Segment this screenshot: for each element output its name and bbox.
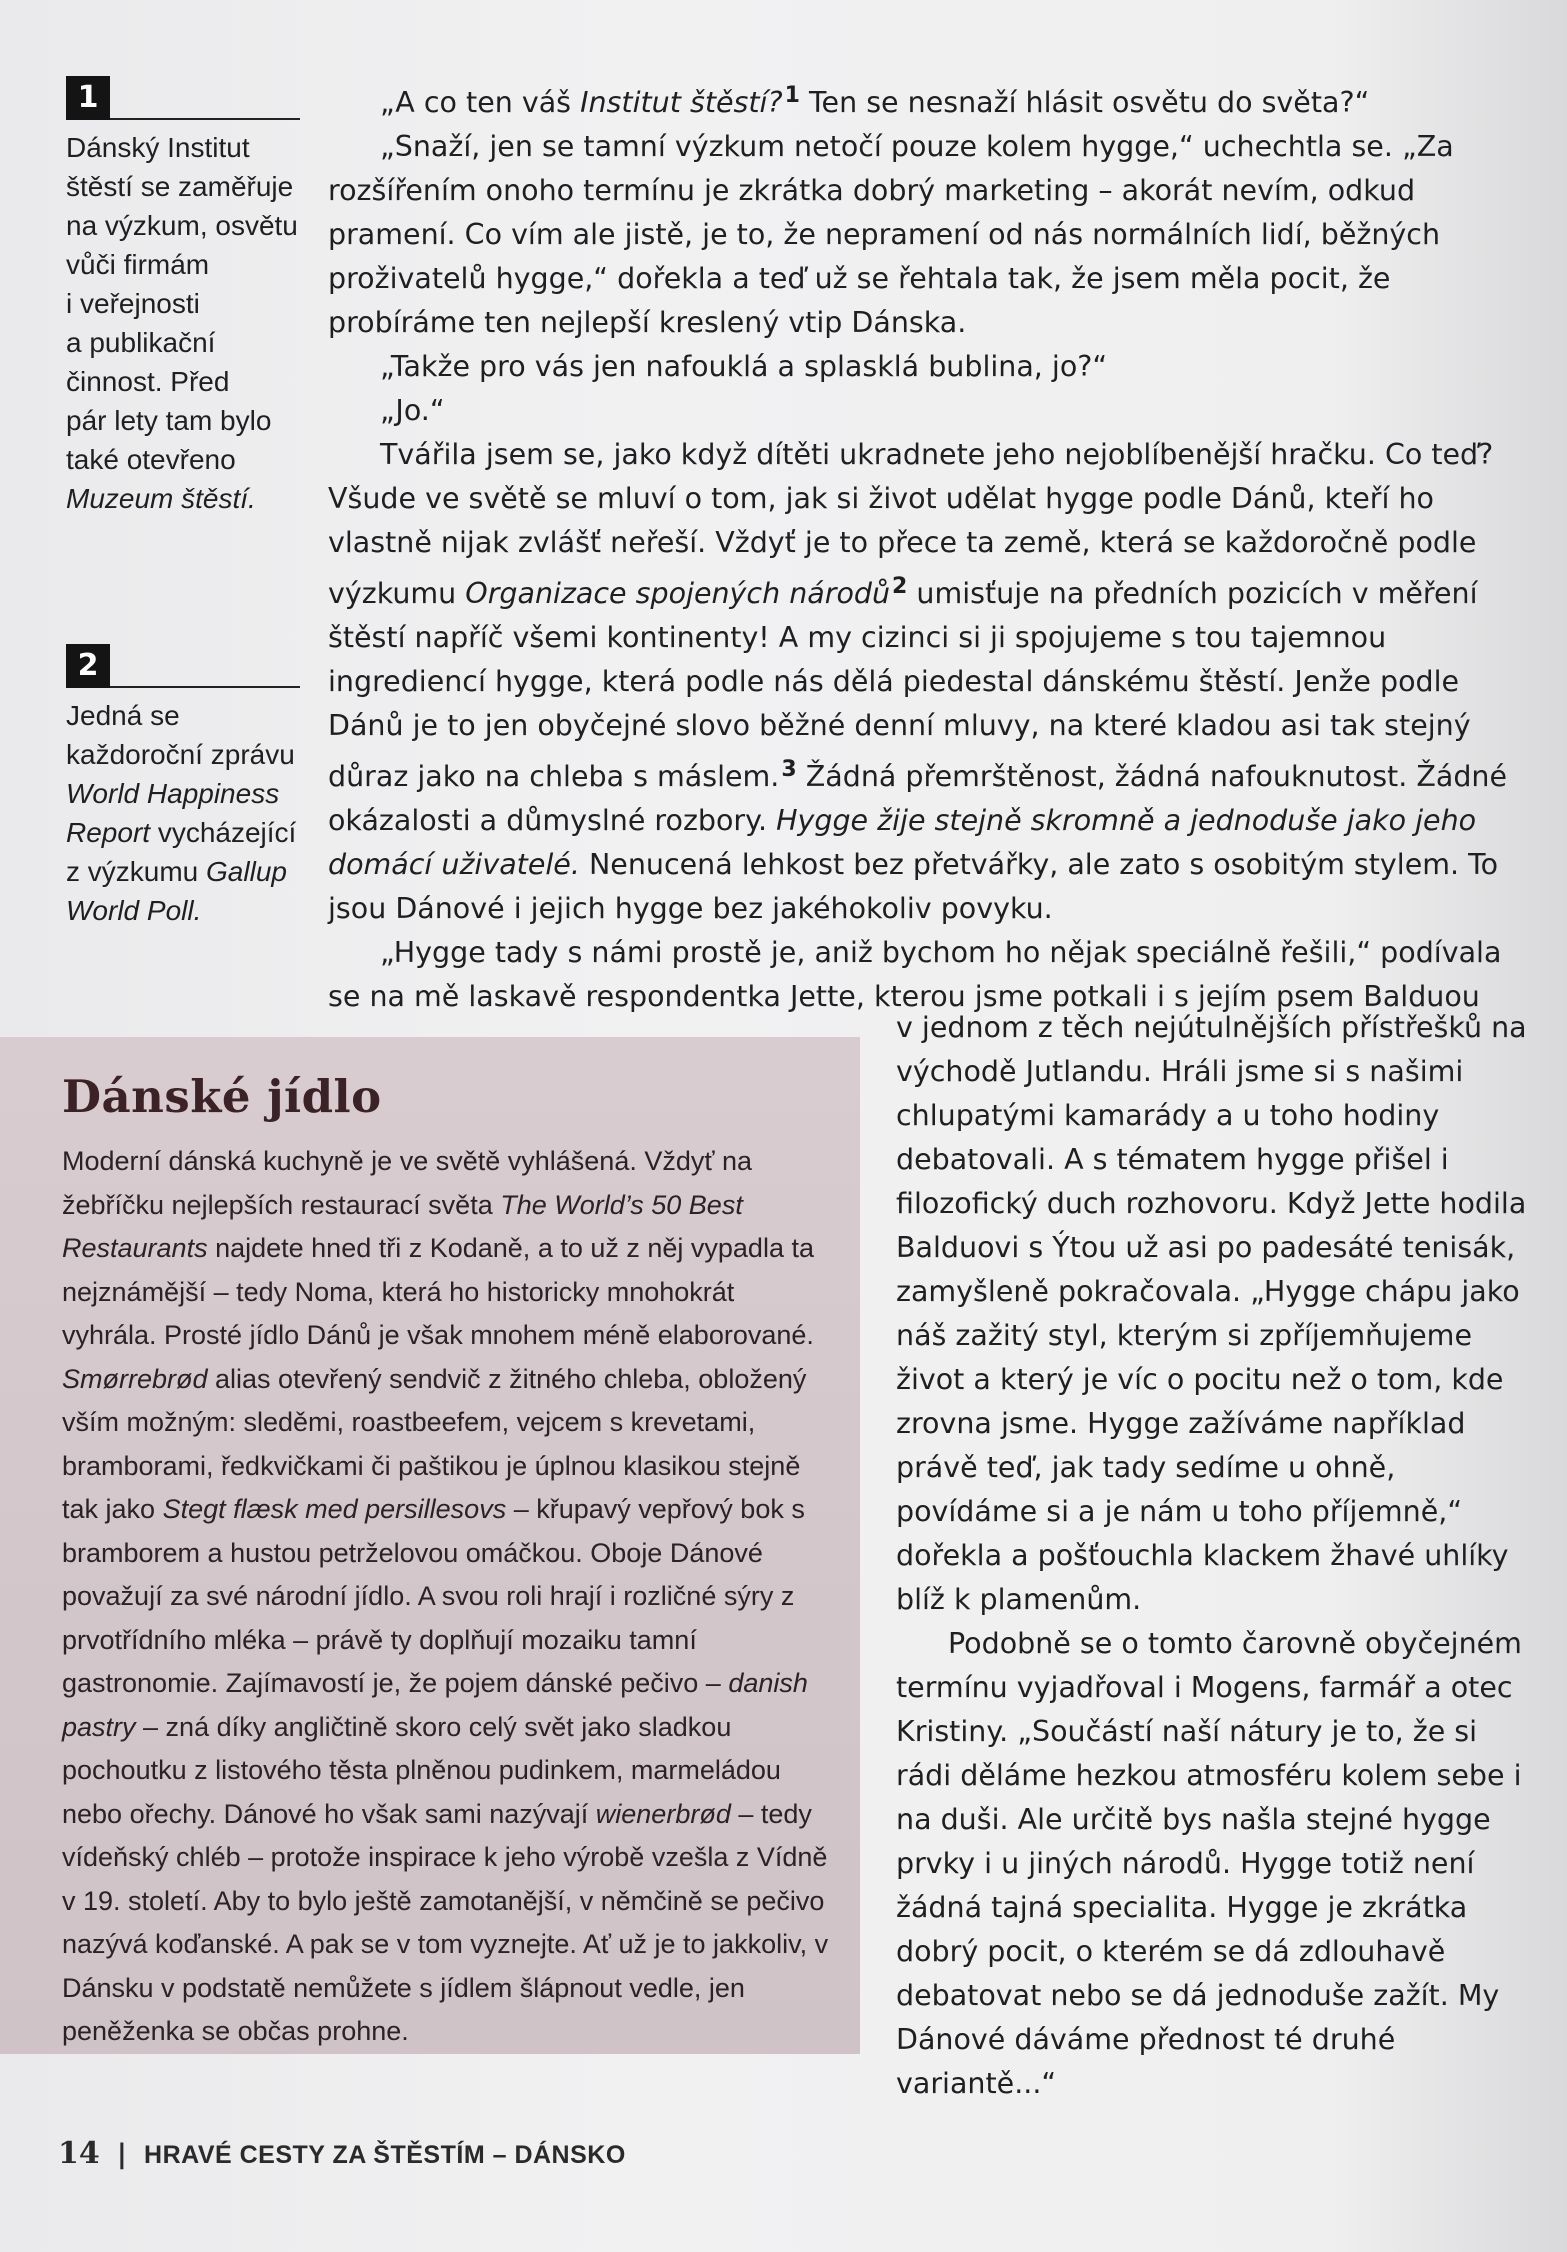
text-run: Tvářila jsem se, jako když dítěti ukradnete jeho nejoblíbenější hračku. Co teď? Všude ve světě se mluví o tom, jak si život udělat hygge podle Dánů, kteří ho vlastně nijak zvlášť neřeší. Vždyť je to přece ta země, která se každoročně podle výzkumu bbox=[328, 438, 1494, 610]
sidenote-italic: Gallup bbox=[206, 856, 287, 887]
divider bbox=[110, 118, 300, 120]
sidenote-line: štěstí se zaměřuje bbox=[66, 171, 294, 202]
sidenote-line: World Happiness bbox=[66, 778, 280, 809]
sidenote-line bbox=[66, 852, 306, 891]
box-title: Dánské jídlo bbox=[62, 1070, 382, 1123]
text-run: – tedy vídeňský chléb – protože inspirace k jeho výrobě vzešla z Vídně v 19. století. Aby to bylo ještě zamotanější, v němčině se pečivo nazývá koďanské. A pak se v tom vyznejte. Ať už je to jakkoliv, v Dánsku v podstatě nemůžete s jídlem šlápnout vedle, jen peněženka se občas prohne. bbox=[62, 1798, 829, 2046]
box-text bbox=[62, 1140, 832, 2054]
sidenote-line: Dánský Institut bbox=[66, 132, 250, 163]
text-run: – křupavý vepřový bok s bramborem a hustou petrželovou omáčkou. Oboje Dánové považují za své národní jídlo. A svou roli hrají i rozličné sýry z prvotřídního mléka – právě ty doplňují mozaiku tamní gastronomie. Zajímavostí je, že pojem dánské pečivo – bbox=[62, 1494, 805, 1698]
italic-text: Institut štěstí? bbox=[580, 86, 783, 119]
sidenote-italic: Report bbox=[66, 817, 151, 848]
page-number: 14 bbox=[58, 2136, 100, 2171]
sidenote-line: každoroční zprávu bbox=[66, 739, 295, 770]
italic-text: The World’s 50 Best Restaurants bbox=[62, 1189, 743, 1263]
sidenote-1 bbox=[66, 76, 306, 518]
sidenote-line: vůči firmám bbox=[66, 249, 210, 280]
sidenote-line: Jedná se bbox=[66, 700, 180, 731]
text-run: „A co ten váš bbox=[380, 86, 581, 119]
text-run: umisťuje na předních pozicích v měření štěstí napříč všemi kontinenty! A my cizinci si ji spojujeme s tou tajemnou ingrediencí hygge, která podle nás dělá piedestal dánskému štěstí. Jenže podle Dánů je to jen obyčejné slovo běžné denní mluvy, na které kladou asi tak stejný důraz jako na chleba s máslem. bbox=[328, 577, 1478, 793]
sidenote-line: World Poll. bbox=[66, 895, 202, 926]
sidenote-line: pár lety tam bylo bbox=[66, 405, 272, 436]
italic-text: Organizace spojených národů bbox=[465, 577, 891, 610]
italic-text: Hygge žije stejně skromně a jednoduše jako jeho domácí uživatelé. bbox=[328, 804, 1477, 881]
footnote-number-badge: 2 bbox=[66, 644, 110, 688]
italic-text: Stegt flæsk med persillesovs bbox=[162, 1494, 507, 1524]
sidenote-text bbox=[66, 128, 306, 518]
sidenote-line: činnost. Před bbox=[66, 366, 230, 397]
text-run: Ten se nesnaží hlásit osvětu do světa?“ bbox=[799, 86, 1370, 119]
italic-text: wienerbrød bbox=[595, 1798, 731, 1829]
divider bbox=[110, 686, 300, 688]
main-article-text bbox=[328, 74, 1518, 1019]
text-run: alias otevřený sendvič z žitného chleba, obložený vším možným: sleděmi, roastbeefem, vejcem s krevetami, bramborami, ředkvičkami či paštikou je úplnou klasikou stejně tak jako bbox=[62, 1363, 807, 1524]
paragraph: „Hygge tady s námi prostě je, aniž bychom ho nějak speciálně řešili,“ podívala se na mě laskavě respondentka Jette, kterou jsme potkali i s jejím psem Balduou bbox=[328, 936, 1502, 1013]
sidenote-text-run: z výzkumu bbox=[66, 856, 207, 887]
sidenote-line: Muzeum štěstí. bbox=[66, 483, 256, 514]
sidenote-line: také otevřeno bbox=[66, 444, 236, 475]
paragraph: Podobně se o tomto čarovně obyčejném termínu vyjadřoval i Mogens, farmář a otec Kristiny. „Součástí naší nátury je to, že si rádi děláme hezkou atmosféru kolem sebe i na duši. Ale určitě bys našla stejné hygge prvky i u jiných národů. Hygge totiž není žádná tajná specialita. Hygge je zkrátka dobrý pocit, o kterém se dá zdlouhavě debatovat nebo se dá jednoduše zažít. My Dánové dáváme přednost té druhé variantě...“ bbox=[896, 1627, 1522, 2100]
paragraph: v jednom z těch nejútulnějších přístřešků na východě Jutlandu. Hráli jsme si s našimi chlupatými kamarády a u toho hodiny debatovali. A s tématem hygge přišel i filozofický duch rozhovoru. Když Jette hodila Balduovi s Ýtou už asi po padesáté tenisák, zamyšleně pokračovala. „Hygge chápu jako náš zažitý styl, kterým si zpříjemňujeme život a který je víc o pocitu než o tom, kde zrovna jsme. Hygge zažíváme například právě teď, jak tady sedíme u ohně, povídáme si a je nám u toho příjemně,“ dořekla a pošťouchla klackem žhavé uhlíky blíž k plamenům. bbox=[896, 1011, 1527, 1616]
text-run: Nenucená lehkost bez přetvářky, ale zato s osobitým stylem. To jsou Dánové i jejich hygge bez jakéhokoliv povyku. bbox=[328, 848, 1499, 925]
paragraph: „Jo.“ bbox=[380, 394, 445, 427]
sidenote-text-run: vycházející bbox=[150, 817, 297, 848]
sidenote-line: na výzkum, osvětu bbox=[66, 210, 298, 241]
footnote-marker: 3 bbox=[781, 757, 797, 782]
footer-separator: | bbox=[113, 2139, 131, 2170]
text-run: Moderní dánská kuchyně je ve světě vyhlášená. Vždyť na žebříčku nejlepších restaurací světa bbox=[62, 1146, 753, 1220]
text-run: najdete hned tři z Kodaně, a to už z něj vypadla ta nejznámější – tedy Noma, která ho historicky mnohokrát vyhrála. Prosté jídlo Dánů je však mnohem méně elaborované. bbox=[62, 1233, 814, 1350]
sidenote-2 bbox=[66, 644, 306, 930]
footnote-marker: 1 bbox=[784, 83, 800, 108]
paragraph bbox=[328, 74, 1518, 125]
italic-text: danish pastry bbox=[62, 1668, 808, 1742]
sidenote-line: i veřejnosti bbox=[66, 288, 200, 319]
paragraph bbox=[328, 433, 1518, 931]
sidenote-line: a publikační bbox=[66, 327, 216, 358]
text-run: Žádná přemrštěnost, žádná nafouknutost. Žádné okázalosti a důmyslné rozbory. bbox=[328, 760, 1508, 837]
right-column-text bbox=[896, 1006, 1536, 2106]
paragraph: „Snaží, jen se tamní výzkum netočí pouze kolem hygge,“ uchechtla se. „Za rozšířením onoho termínu je zkrátka dobrý marketing – akorát nevím, odkud pramení. Co vím ale jistě, je to, že nepramení od nás normálních lidí, běžných proživatelů hygge,“ dořekla a teď už se řehtala tak, že jsem měla pocit, že probíráme ten nejlepší kreslený vtip Dánska. bbox=[328, 130, 1454, 339]
page-footer bbox=[58, 2136, 626, 2171]
footnote-number-badge: 1 bbox=[66, 76, 110, 120]
sidenote-text bbox=[66, 696, 306, 930]
italic-text: Smørrebrød bbox=[62, 1363, 208, 1394]
footnote-marker: 2 bbox=[892, 574, 908, 599]
sidenote-line bbox=[66, 813, 306, 852]
publication-title: HRAVÉ CESTY ZA ŠTĚSTÍM – DÁNSKO bbox=[144, 2141, 626, 2169]
paragraph: „Takže pro vás jen nafouklá a splasklá bublina, jo?“ bbox=[380, 350, 1108, 383]
text-run: – zná díky angličtině skoro celý svět jako sladkou pochoutku z listového těsta plněnou pudinkem, marmeládou nebo ořechy. Dánové ho však sami nazývají bbox=[62, 1711, 781, 1829]
